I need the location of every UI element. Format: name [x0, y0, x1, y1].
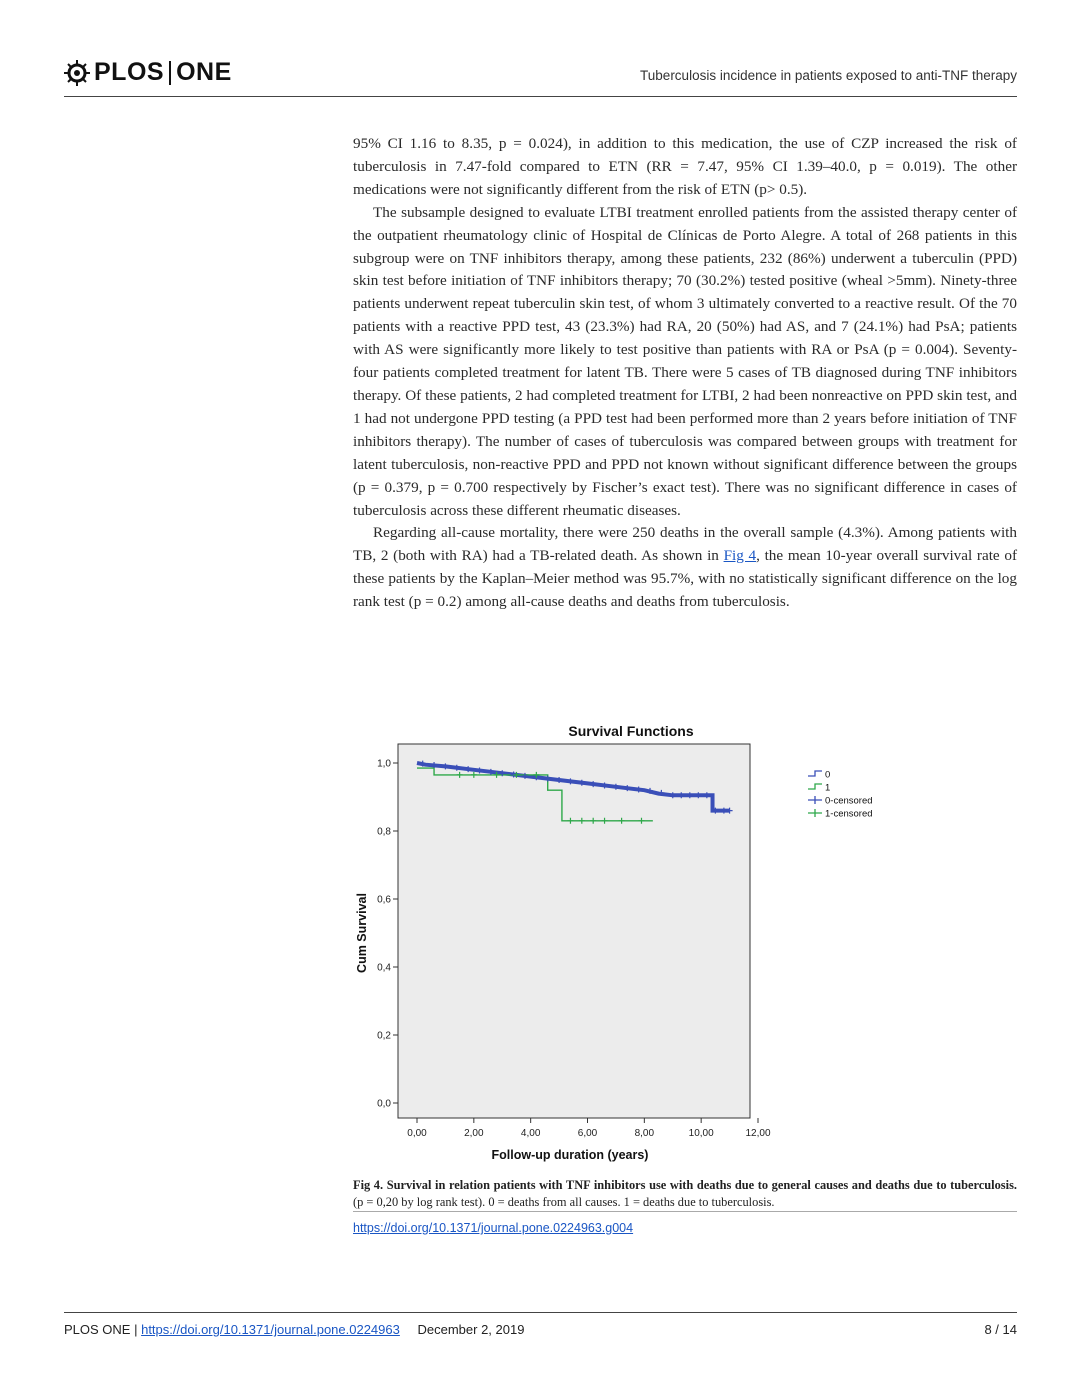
running-title: Tuberculosis incidence in patients exposed to anti-TNF therapy — [640, 68, 1017, 83]
paragraph-3 — [353, 522, 1017, 614]
paragraph-3-start: Regarding all-cause mortality, there were 250 deaths in the overall sample (4.3%). Among patients with TB, 2 (both with RA) had a TB-related death. As shown in — [353, 524, 1017, 565]
x-tick-label: 4,00 — [520, 1128, 541, 1139]
legend-swatch-0-censored — [808, 796, 822, 804]
footer-left — [64, 1322, 524, 1337]
legend-label-1: 1 — [825, 782, 831, 794]
paragraph-3-end: , the mean 10-year overall survival rate of these patients by the Kaplan–Meier method was 95.7%, with no statistically significant difference on the log rank test (p = 0.2) among all-cause deaths and deaths from tuberculosis. — [353, 547, 1018, 611]
footer-date: December 2, 2019 — [417, 1322, 525, 1337]
caption-label: Fig 4. — [353, 1178, 384, 1192]
y-axis-label: Cum Survival — [355, 893, 369, 973]
caption-text: (p = 0,20 by log rank test). 0 = deaths from all causes. 1 = deaths due to tuberculosis. — [353, 1194, 775, 1209]
plot-area — [398, 744, 750, 1118]
logo-divider — [169, 61, 171, 85]
legend-label-1-censored: 1-censored — [825, 808, 873, 820]
legend-swatch-1-censored — [808, 809, 822, 817]
paragraph-1: 95% CI 1.16 to 8.35, p = 0.024), in addition to this medication, the use of CZP increased the risk of tuberculosis in 7.47-fold compared to ETN (RR = 7.47, 95% CI 1.39–40.0, p = 0.019). The other medications were not significantly different from the risk of ETN (p> 0.5). — [353, 135, 1017, 198]
x-tick-label: 10,00 — [688, 1128, 714, 1139]
figure-doi-link[interactable]: https://doi.org/10.1371/journal.pone.0224963.g004 — [353, 1221, 634, 1235]
page-number: 8 / 14 — [984, 1322, 1017, 1337]
logo-text-one: ONE — [176, 58, 232, 86]
x-tick-label: 12,00 — [745, 1128, 771, 1139]
figure-caption — [353, 1177, 1017, 1210]
y-tick-label: 0,0 — [377, 1098, 391, 1110]
y-tick-label: 0,6 — [377, 894, 391, 906]
footer-journal: PLOS ONE | — [64, 1322, 138, 1337]
y-tick-label: 0,8 — [377, 826, 391, 838]
legend-label-0-censored: 0-censored — [825, 795, 873, 807]
legend-swatch-0 — [808, 771, 822, 776]
y-tick-label: 1,0 — [377, 758, 391, 770]
caption-divider — [353, 1211, 1017, 1212]
footer-doi-link[interactable]: https://doi.org/10.1371/journal.pone.0224963 — [141, 1322, 400, 1337]
page-footer — [64, 1312, 1017, 1337]
legend-label-0: 0 — [825, 769, 831, 781]
chart-title: Survival Functions — [568, 723, 694, 739]
x-tick-label: 2,00 — [464, 1128, 484, 1139]
legend-swatch-1 — [808, 784, 822, 789]
article-body — [353, 133, 1017, 614]
x-axis-label: Follow-up duration (years) — [491, 1148, 649, 1162]
page-header — [64, 54, 1017, 97]
survival-chart — [340, 718, 900, 1168]
y-tick-label: 0,2 — [377, 1030, 391, 1042]
y-tick-label: 0,4 — [377, 962, 391, 974]
x-tick-label: 0,00 — [407, 1128, 427, 1139]
chart-legend — [808, 770, 873, 820]
x-tick-label: 8,00 — [634, 1128, 655, 1139]
paragraph-2: The subsample designed to evaluate LTBI treatment enrolled patients from the assisted therapy center of the outpatient rheumatology clinic of Hospital de Clínicas de Porto Alegre. A total of 268 patients in this subgroup were on TNF inhibitors therapy, among these patients, 232 (86%) underwent a tuberculin (PPD) skin test before initiation of TNF inhibitors therapy; 70 (30.2%) tested positive (wheal >5mm). Ninety-three patients underwent repeat tuberculin skin test, of whom 3 ultimately converted to a reactive result. Of the 70 patients with a reactive PPD test, 43 (23.3%) had RA, 20 (50%) had AS, and 7 (24.1%) had PsA; patients with AS were significantly more likely to test positive than patients with RA or PsA (p = 0.004). Seventy-four patients completed treatment for latent TB. There were 5 cases of TB diagnosed during TNF inhibitors therapy. Of these patients, 2 had completed treatment for LTBI, 2 had been nonreactive on PPD skin test, and 1 had not undergone PPD testing (a PPD test had been performed more than 2 years before initiation of TNF inhibitors therapy). The number of cases of tuberculosis was compared between groups with treatment for latent tuberculosis, non-reactive PPD and PPD not known without significant difference between the groups (p = 0.379, p = 0.700 respectively by Fischer’s exact test). There was no significant difference in cases of tuberculosis across these different rheumatic diseases. — [353, 203, 1017, 519]
plos-logo-icon — [64, 60, 90, 86]
logo-text-plos: PLOS — [94, 58, 165, 86]
plos-one-logo — [64, 58, 232, 87]
fig-4-link[interactable]: Fig 4 — [723, 547, 757, 565]
x-tick-label: 6,00 — [577, 1128, 598, 1139]
caption-title: Survival in relation patients with TNF inhibitors use with deaths due to general causes and deaths due to tuberculosis. — [386, 1178, 1017, 1192]
figure-4 — [340, 718, 900, 1168]
